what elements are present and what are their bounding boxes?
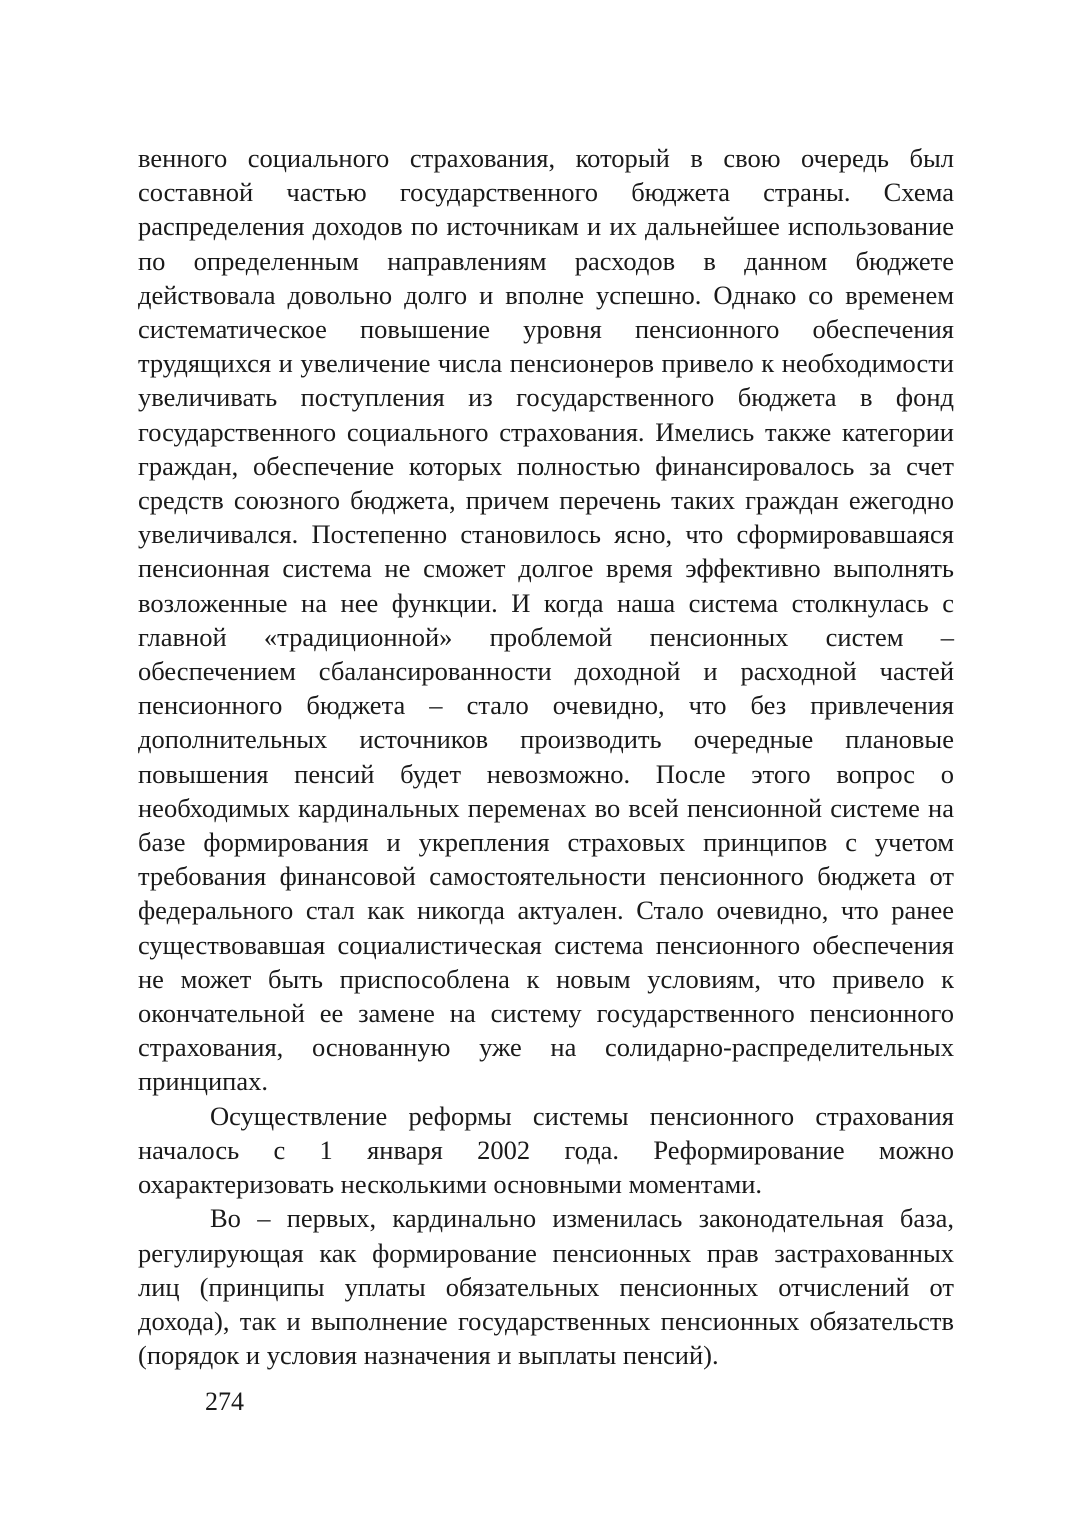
paragraph-continuation: венного социального страхования, который в свою очередь был составной частью государственного бюджета страны. Схема распределения доходов по источникам и их дальнейшее использование по определенным направлениям расходов в данном бюджете действовала довольно долго и вполне успешно. Однако со временем систематическое повышение уровня пенсионного обеспечения трудящихся и увеличение числа пенсионеров привело к необходимости увеличивать поступления из государственного бюджета в фонд государственного социального страхования. Имелись также категории граждан, обеспечение которых полностью финансировалось за счет средств союзного бюджета, причем перечень таких граждан ежегодно увеличивался. Постепенно становилось ясно, что сформировавшаяся пенсионная система не сможет долгое время эффективно выполнять возложенные на нее функции. И когда наша система столкнулась с главной «традиционной» проблемой пенсионных систем – обеспечением сбалансированности доходной и расходной частей пенсионного бюджета – стало очевидно, что без привлечения дополнительных источников производить очередные плановые повышения пенсий будет невозможно. После этого вопрос о необходимых кардинальных переменах во всей пенсионной системе на базе формирования и укрепления страховых принципов с учетом требования финансовой самостоятельности пенсионного бюджета от федерального стал как никогда актуален. Стало очевидно, что ранее существовавшая социалистическая система пенсионного обеспечения не может быть приспособлена к новым условиям, что привело к окончательной ее замене на систему государственного пенсионного страхования, основанную уже на солидарно-распределительных принципах. (138, 143, 954, 1097)
page-number: 274 (205, 1387, 244, 1416)
paragraph-reform-start: Осуществление реформы системы пенсионного страхования началось с 1 января 2002 года. Реформирование можно охарактеризовать несколькими основными моментами. (138, 1100, 954, 1200)
body-text (138, 141, 954, 1372)
paragraph-firstly: Во – первых, кардинально изменилась законодательная база, регулирующая как формирование пенсионных прав застрахованных лиц (принципы уплаты обязательных пенсионных отчислений от дохода), так и выполнение государственных пенсионных обязательств (порядок и условия назначения и выплаты пенсий). (138, 1203, 954, 1371)
